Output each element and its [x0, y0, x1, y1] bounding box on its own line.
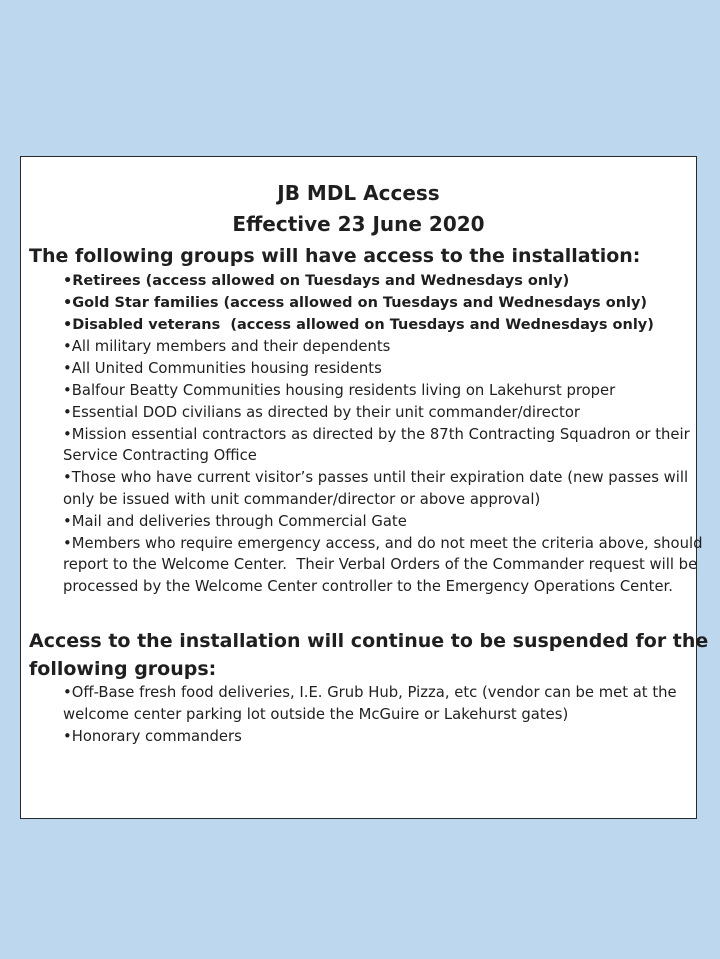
list-item-line: •All United Communities housing residents: [63, 360, 382, 378]
list-item-line: •Members who require emergency access, and do not meet the criteria above, should: [63, 534, 703, 552]
list-item-line: •Mail and deliveries through Commercial Gate: [63, 512, 407, 530]
list-item-line: •Off-Base fresh food deliveries, I.E. Grub Hub, Pizza, etc (vendor can be met at the: [63, 684, 677, 701]
list-item-line: •Mission essential contractors as directed by the 87th Contracting Squadron or their: [63, 425, 690, 443]
list-item-line: •Those who have current visitor’s passes until their expiration date (new passes will: [63, 469, 689, 487]
suspended-groups-list: [63, 682, 677, 747]
section-heading-suspended: [29, 627, 708, 683]
list-item-line: only be issued with unit commander/director or above approval): [63, 490, 541, 508]
list-item-line: •Gold Star families (access allowed on Tuesdays and Wednesdays only): [63, 294, 648, 311]
list-item-line: •All military members and their dependents: [63, 338, 391, 356]
list-item-line: •Essential DOD civilians as directed by their unit commander/director: [63, 403, 580, 421]
list-item-line: Service Contracting Office: [63, 447, 257, 465]
section-heading-access: The following groups will have access to the installation:: [29, 245, 641, 267]
notice-panel: [20, 156, 709, 819]
list-item-line: processed by the Welcome Center controller to the Emergency Operations Center.: [63, 578, 673, 596]
list-item-line: •Disabled veterans (access allowed on Tuesdays and Wednesdays only): [63, 316, 654, 333]
list-item-line: report to the Welcome Center. Their Verbal Orders of the Commander request will be: [63, 556, 698, 574]
list-item-line: welcome center parking lot outside the McGuire or Lakehurst gates): [63, 705, 569, 723]
section-heading-line: Access to the installation will continue to be suspended for the: [29, 630, 709, 652]
notice-effective-date: Effective 23 June 2020: [232, 212, 485, 236]
section-heading-line: following groups:: [29, 658, 217, 680]
access-groups-list: [63, 271, 702, 598]
list-item-line: •Retirees (access allowed on Tuesdays and Wednesdays only): [63, 273, 570, 289]
list-item-line: •Honorary commanders: [63, 727, 242, 745]
notice-title: JB MDL Access: [277, 181, 440, 205]
list-item-line: •Balfour Beatty Communities housing residents living on Lakehurst proper: [63, 381, 616, 399]
